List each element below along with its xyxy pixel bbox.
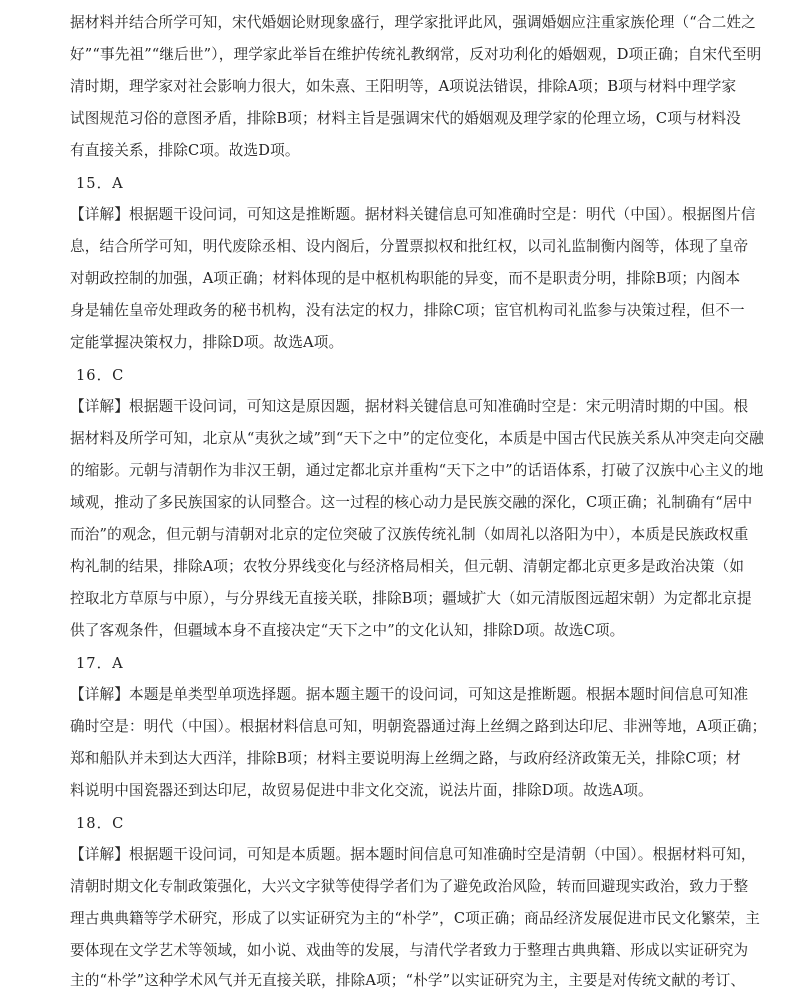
- detail-label: 【详解】: [70, 686, 129, 703]
- answer-text: 根据题干设问词，可知这是原因题，据材料关键信息可知准确时空是：宋元明清时期的中国。根: [128, 398, 749, 415]
- question-number: 15．A: [76, 175, 124, 192]
- answer-line: 理古典典籍等学术研究，形成了以实证研究为主的“朴学”，C项正确；商品经济发展促进市民文化繁荣，主: [70, 910, 761, 927]
- answer-line: 定能掌握决策权力，排除D项。故选A项。: [70, 334, 344, 351]
- answer-line: 控取北方草原与中原），与分界线无直接关联，排除B项；疆域扩大（如元清版图远超宋朝）为定都北京提: [70, 590, 752, 607]
- answer-line: [70, 398, 749, 416]
- answer-line: 对朝政控制的加强，A项正确；材料体现的是中枢机构职能的异变，而不是职责分明，排除B项；内阁本: [70, 270, 741, 287]
- answer-line: 据材料及所学可知，北京从“夷狄之域”到“天下之中”的定位变化，本质是中国古代民族关系从冲突走向交融: [70, 430, 764, 447]
- answer-line: 郑和船队并未到达大西洋，排除B项；材料主要说明海上丝绸之路，与政府经济政策无关，排除C项；材: [70, 750, 741, 767]
- answer-line: [70, 206, 756, 224]
- answer-line: 清朝时期文化专制政策强化，大兴文字狱等使得学者们为了避免政治风险，转而回避现实政治，致力于整: [70, 878, 749, 895]
- intro-line: 据材料并结合所学可知，宋代婚姻论财现象盛行，理学家批评此风，强调婚姻应注重家族伦理（“合二姓之: [70, 14, 756, 31]
- answer-text: 根据题干设问词，可知这是推断题。据材料关键信息可知准确时空是：明代（中国）。根据图片信: [128, 206, 756, 223]
- detail-label: 【详解】: [70, 206, 129, 223]
- answer-line: 构礼制的结果，排除A项；农牧分界线变化与经济格局相关，但元朝、清朝定都北京更多是政治决策（如: [70, 558, 745, 575]
- question-number: 17．A: [76, 655, 124, 672]
- answer-line: 主的“朴学”这种学术风气并无直接关联，排除A项；“朴学”以实证研究为主，主要是对传统文献的考订、: [70, 972, 746, 989]
- intro-line: 好”“事先祖”“继后世”），理学家此举旨在维护传统礼教纲常，反对功利化的婚姻观，D项正确；自宋代至明: [70, 46, 762, 63]
- answer-text: 根据题干设问词，可知是本质题。据本题时间信息可知准确时空是清朝（中国）。根据材料可知，: [128, 846, 756, 863]
- question-number: 18．C: [76, 815, 125, 832]
- question-number: 16．C: [76, 367, 125, 384]
- answer-line: 的缩影。元朝与清朝作为非汉王朝，通过定都北京并重构“天下之中”的话语体系，打破了汉族中心主义的地: [70, 462, 764, 479]
- answer-line: 而治”的观念，但元朝与清朝对北京的定位突破了汉族传统礼制（如周礼以洛阳为中），本质是民族政权重: [70, 526, 749, 543]
- detail-label: 【详解】: [70, 846, 129, 863]
- answer-line: 要体现在文学艺术等领域，如小说、戏曲等的发展，与清代学者致力于整理古典典籍、形成以实证研究为: [70, 942, 749, 959]
- answer-line: 料说明中国瓷器还到达印尼，故贸易促进中非文化交流，说法片面，排除D项。故选A项。: [70, 782, 653, 799]
- answer-line: 身是辅佐皇帝处理政务的秘书机构，没有法定的权力，排除C项；宦官机构司礼监参与决策过程，但不一: [70, 302, 745, 319]
- answer-line: 供了客观条件，但疆域本身不直接决定“天下之中”的文化认知，排除D项。故选C项。: [70, 622, 625, 639]
- intro-line: 有直接关系，排除C项。故选D项。: [70, 142, 300, 159]
- answer-line: 息，结合所学可知，明代废除丞相、设内阁后，分置票拟权和批红权，以司礼监制衡内阁等，体现了皇帝: [70, 238, 749, 255]
- detail-label: 【详解】: [70, 398, 129, 415]
- intro-line: 试图规范习俗的意图矛盾，排除B项；材料主旨是强调宋代的婚姻观及理学家的伦理立场，C项与材料没: [70, 110, 741, 127]
- answer-line: 确时空是：明代（中国）。根据材料信息可知，明朝瓷器通过海上丝绸之路到达印尼、非洲等地，A项正确；: [70, 718, 767, 735]
- answer-line: [70, 686, 749, 704]
- answer-text: 本题是单类型单项选择题。据本题主题干的设问词，可知这是推断题。根据本题时间信息可知准: [128, 686, 749, 703]
- answer-line: [70, 846, 756, 864]
- answer-line: 域观，推动了多民族国家的认同整合。这一过程的核心动力是民族交融的深化，C项正确；礼制确有“居中: [70, 494, 753, 511]
- intro-line: 清时期，理学家对社会影响力很大，如朱熹、王阳明等，A项说法错误，排除A项；B项与材料中理学家: [70, 78, 737, 95]
